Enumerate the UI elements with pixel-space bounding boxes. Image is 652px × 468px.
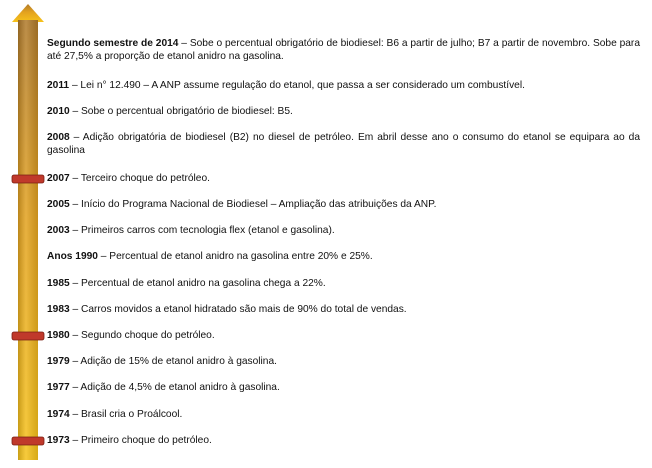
event-date: 2010 [47, 106, 70, 117]
timeline-event [47, 382, 640, 395]
event-date: 2003 [47, 225, 70, 236]
timeline-marker [12, 175, 44, 183]
event-date: 1974 [47, 409, 70, 420]
event-text: – Início do Programa Nacional de Biodiesel – Ampliação das atribuições da ANP. [69, 199, 437, 210]
timeline-event [47, 278, 640, 291]
event-date: Segundo semestre de 2014 [47, 38, 179, 49]
timeline-event [47, 106, 640, 119]
timeline-marker [12, 332, 44, 340]
event-date: Anos 1990 [47, 251, 98, 262]
event-text: – Sobe o percentual obrigatório de biodiesel: B6 a partir de julho; B7 a partir de novembro. Sobe para até 27,5% a proporção de etanol anidro na gasolina. [47, 38, 640, 62]
event-date: 1985 [47, 278, 70, 289]
event-date: 2011 [47, 80, 70, 91]
timeline-event [47, 435, 640, 448]
event-text: – Brasil cria o Proálcool. [69, 409, 183, 420]
timeline-event [47, 304, 640, 317]
event-date: 1977 [47, 382, 70, 393]
timeline-marker [12, 437, 44, 445]
event-date: 2005 [47, 199, 70, 210]
event-date: 2007 [47, 173, 70, 184]
timeline-event [47, 80, 640, 93]
event-text: – Terceiro choque do petróleo. [69, 173, 210, 184]
timeline-event [47, 356, 640, 369]
timeline-event [47, 251, 640, 264]
event-text: – Percentual de etanol anidro na gasolina chega a 22%. [69, 278, 326, 289]
event-text: – Carros movidos a etanol hidratado são mais de 90% do total de vendas. [69, 304, 407, 315]
timeline-event [47, 38, 640, 63]
event-date: 1973 [47, 435, 70, 446]
event-date: 1979 [47, 356, 70, 367]
timeline-event [47, 132, 640, 157]
event-date: 1983 [47, 304, 70, 315]
event-text: – Segundo choque do petróleo. [69, 330, 215, 341]
event-text: – Adição obrigatória de biodiesel (B2) no diesel de petróleo. Em abril desse ano o consumo do etanol se equipara ao da gasolina [47, 132, 640, 156]
event-date: 2008 [47, 132, 70, 143]
timeline-event [47, 225, 640, 238]
timeline-event [47, 199, 640, 212]
event-text: – Sobe o percentual obrigatório de biodiesel: B5. [69, 106, 293, 117]
event-date: 1980 [47, 330, 70, 341]
timeline-event [47, 330, 640, 343]
arrow-head [12, 4, 44, 22]
event-text: – Adição de 4,5% de etanol anidro à gasolina. [69, 382, 280, 393]
event-text: – Primeiro choque do petróleo. [69, 435, 212, 446]
event-text: – Lei n° 12.490 – A ANP assume regulação do etanol, que passa a ser considerado um combustível. [69, 80, 525, 91]
event-text: – Primeiros carros com tecnologia flex (etanol e gasolina). [69, 225, 335, 236]
timeline-event [47, 173, 640, 186]
event-text: – Adição de 15% de etanol anidro à gasolina. [69, 356, 277, 367]
event-text: – Percentual de etanol anidro na gasolina entre 20% e 25%. [97, 251, 373, 262]
timeline-event [47, 409, 640, 422]
